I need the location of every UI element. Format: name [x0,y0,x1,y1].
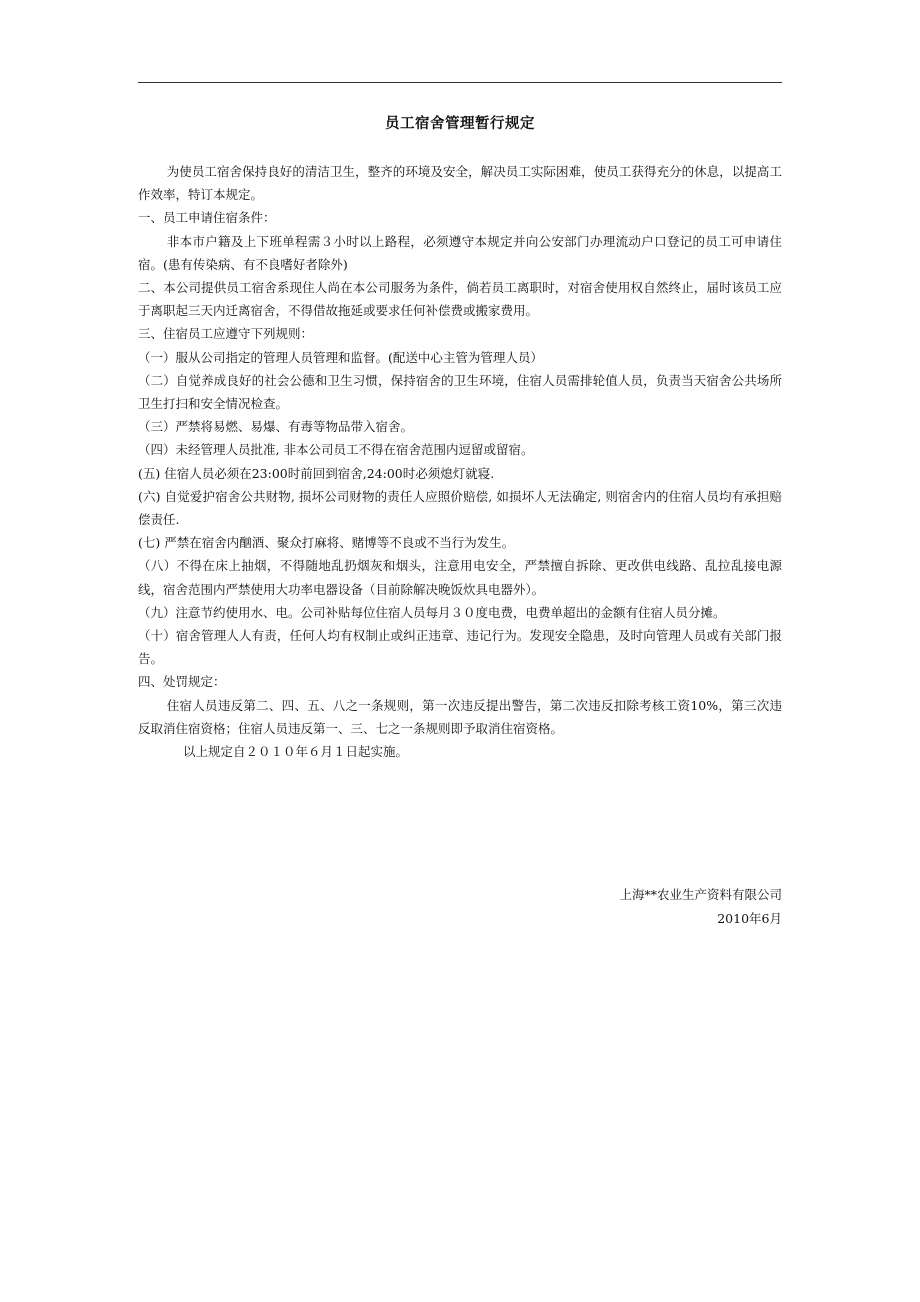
signature-company: 上海**农业生产资料有限公司 [619,887,782,902]
rule-item-8: （八）不得在床上抽烟，不得随地乱扔烟灰和烟头，注意用电安全，严禁擅自拆除、更改供电线路、乱拉乱接电源线，宿舍范围内严禁使用大功率电器设备（目前除解决晚饭炊具电器外）。 [138,558,782,597]
rule-item-7: (七) 严禁在宿舍内酗酒、聚众打麻将、赌博等不良或不当行为发生。 [138,535,515,551]
effective-date-line: 以上规定自２０１０年６月１日起实施。 [183,744,409,760]
document-page [138,0,782,1302]
rule-item-3: （三）严禁将易燃、易爆、有毒等物品带入宿舍。 [138,419,414,435]
intro-paragraph: 为使员工宿舍保持良好的清洁卫生，整齐的环境及安全，解决员工实际困难，使员工获得充分的休息，以提高工作效率，特订本规定。 [138,164,782,203]
document-title: 员工宿舍管理暂行规定 [385,116,535,132]
section-2-paragraph: 二、本公司提供员工宿舍系现住人尚在本公司服务为条件，倘若员工离职时，对宿舍使用权自然终止，届时该员工应于离职起三天内迁离宿舍，不得借故拖延或要求任何补偿费或搬家费用。 [138,280,782,319]
rule-item-10: （十）宿舍管理人人有责，任何人均有权制止或纠正违章、违记行为。发现安全隐患，及时向管理人员或有关部门报告。 [138,628,782,667]
rule-item-9: （九）注意节约使用水、电。公司补贴每位住宿人员每月３０度电费，电费单超出的金额有住宿人员分摊。 [138,604,726,620]
section-4-body: 住宿人员违反第二、四、五、八之一条规则，第一次违反提出警告，第二次违反扣除考核工资10%，第三次违反取消住宿资格；住宿人员违反第一、三、七之一条规则即予取消住宿资格。 [138,697,782,736]
document-body [138,160,782,763]
rule-item-5: (五) 住宿人员必须在23:00时前回到宿舍,24:00时必须熄灯就寝. [138,465,495,481]
rule-item-4: （四）未经管理人员批准, 非本公司员工不得在宿舍范围内逗留或留宿。 [138,442,534,458]
section-1-heading: 一、员工申请住宿条件： [138,210,276,226]
signature-date: 2010年6月 [717,911,782,926]
rule-item-1: （一）服从公司指定的管理人员管理和监督。(配送中心主管为管理人员） [138,349,543,365]
section-3-heading: 三、住宿员工应遵守下列规则： [138,326,314,342]
rule-item-2: （二）自觉养成良好的社会公德和卫生习惯，保持宿舍的卫生环境，住宿人员需排轮值人员，负责当天宿舍公共场所卫生打扫和安全情况检查。 [138,372,782,412]
header-rule [138,82,782,83]
rule-item-6: (六) 自觉爱护宿舍公共财物, 损坏公司财物的责任人应照价赔偿, 如损坏人无法确定, 则宿舍内的住宿人员均有承担赔偿责任. [138,488,782,528]
section-1-body: 非本市户籍及上下班单程需３小时以上路程，必须遵守本规定并向公安部门办理流动户口登记的员工可申请住宿。(患有传染病、有不良嗜好者除外) [138,233,782,272]
section-4-heading: 四、处罚规定： [138,674,226,690]
